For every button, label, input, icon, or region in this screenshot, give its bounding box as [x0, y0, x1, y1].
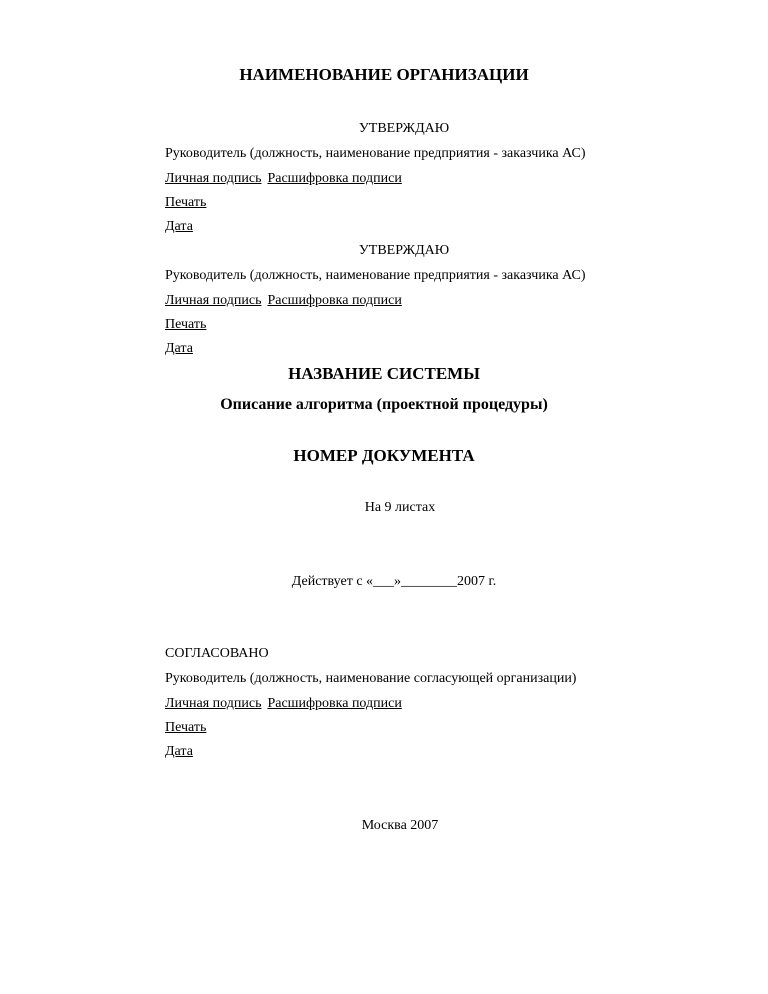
signature-decoding-label: Расшифровка подписи — [267, 171, 402, 186]
signature-label: Личная подпись — [165, 171, 262, 186]
approval-heading: УТВЕРЖДАЮ — [358, 121, 450, 136]
approver-position: Руководитель (должность, наименование предприятия - заказчика АС) — [165, 268, 586, 283]
organization-title: НАИМЕНОВАНИЕ ОРГАНИЗАЦИИ — [239, 65, 529, 84]
city-year: Москва 2007 — [361, 818, 439, 833]
date-label: Дата — [165, 744, 193, 759]
effective-date: Действует с «___»________2007 г. — [291, 574, 497, 589]
date-label: Дата — [165, 341, 193, 356]
stamp-label: Печать — [165, 317, 207, 332]
sheets-count: На 9 листах — [364, 500, 436, 515]
date-label: Дата — [165, 219, 193, 234]
approval-heading: УТВЕРЖДАЮ — [358, 243, 450, 258]
agreement-position: Руководитель (должность, наименование согласующей организации) — [165, 671, 577, 686]
system-title: НАЗВАНИЕ СИСТЕМЫ — [288, 364, 480, 383]
signature-line — [165, 695, 402, 713]
agreement-heading: СОГЛАСОВАНО — [165, 646, 269, 661]
stamp-label: Печать — [165, 195, 207, 210]
signature-line — [165, 170, 402, 188]
stamp-label: Печать — [165, 720, 207, 735]
signature-decoding-label: Расшифровка подписи — [267, 696, 402, 711]
document-number: НОМЕР ДОКУМЕНТА — [293, 446, 475, 465]
approver-position: Руководитель (должность, наименование предприятия - заказчика АС) — [165, 146, 586, 161]
signature-label: Личная подпись — [165, 696, 262, 711]
signature-label: Личная подпись — [165, 293, 262, 308]
document-type: Описание алгоритма (проектной процедуры) — [220, 396, 548, 413]
signature-line — [165, 292, 402, 310]
signature-decoding-label: Расшифровка подписи — [267, 293, 402, 308]
